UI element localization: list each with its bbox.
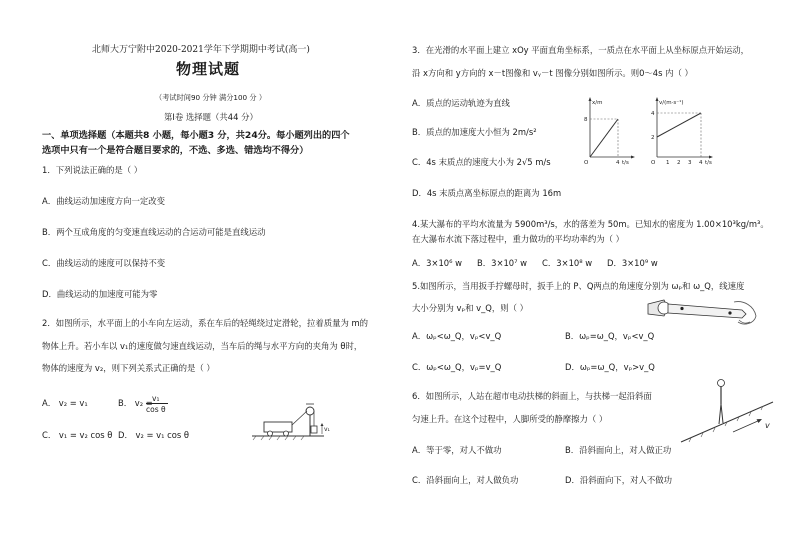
q3-option-a: A．质点的运动轨迹为直线 xyxy=(412,98,510,108)
school-header: 北师大万宁附中2020-2021学年下学期期中考试(高一) xyxy=(92,45,310,55)
v-t-xtick-3: 3 xyxy=(688,160,692,166)
q1-option-b: B．两个互成角度的匀变速直线运动的合运动可能是直线运动 xyxy=(42,227,266,237)
q1-stem: 1．下列说法正确的是（ ） xyxy=(42,165,143,175)
page-title: 物理试题 xyxy=(176,60,241,78)
point-q-marker xyxy=(728,311,731,314)
hanging-mass xyxy=(311,426,317,433)
person-leg-left xyxy=(719,404,721,424)
q4-option-b: B．3×10⁷ w xyxy=(477,258,527,268)
q6-option-c: C．沿斜面向上，对人做负功 xyxy=(412,475,519,485)
v-t-line xyxy=(657,113,701,137)
q2-option-b-numerator: v₁ xyxy=(152,394,160,403)
q5-option-c: C．ωₚ<ω_Q，vₚ=v_Q xyxy=(412,362,502,372)
pulley-wheel xyxy=(306,407,314,415)
wrench-handle xyxy=(668,304,746,318)
q5-option-a: A．ωₚ<ω_Q，vₚ<v_Q xyxy=(412,331,502,341)
q2-option-b-prefix: B． v₂ = xyxy=(118,398,153,408)
q2-line2: 物体上升。若小车以 v₁的速度做匀速直线运动，当车后的绳与水平方向的夹角为 θ时， xyxy=(42,341,363,351)
q1-option-c: C．曲线运动的速度可以保持不变 xyxy=(42,258,166,268)
cart-pulley-figure xyxy=(250,398,340,446)
q5-option-b: B．ωₚ=ω_Q，vₚ<v_Q xyxy=(565,331,655,341)
q4-option-a: A．3×10⁶ w xyxy=(412,258,462,268)
q3-line1: 3．在光滑的水平面上建立 xOy 平面直角坐标系，一质点在水平面上从坐标原点开始运动， xyxy=(412,45,750,55)
q1-option-d: D．曲线运动的加速度可能为零 xyxy=(42,289,158,299)
v-t-xlabel: t/s xyxy=(705,160,712,166)
cart-wheel-left xyxy=(268,431,273,436)
v-t-ylabel: v/(m·s⁻¹) xyxy=(659,100,684,106)
x-t-xlabel: t/s xyxy=(622,160,629,166)
motion-label: v xyxy=(765,421,770,430)
person-head xyxy=(718,380,725,387)
q4-option-d: D．3×10⁹ w xyxy=(607,258,658,268)
q5-line2: 大小分别为 vₚ和 v_Q，则（ ） xyxy=(412,303,529,313)
q2-option-b-denominator: cos θ xyxy=(146,405,166,414)
q3-option-b: B．质点的加速度大小恒为 2m/s² xyxy=(412,127,537,137)
q3-line2: 沿 x方向和 y方向的 x－t图像和 vᵧ－t 图像分别如图所示。则0～4s 内（ ） xyxy=(412,68,693,78)
q6-option-b: B．沿斜面向上，对人做正功 xyxy=(565,445,672,455)
wrench-figure xyxy=(642,290,760,332)
q6-line1: 6．如图所示，人站在超市电动扶梯的斜面上，与扶梯一起沿斜面 xyxy=(412,391,652,401)
q6-option-d: D．沿斜面向下，对人不做功 xyxy=(565,475,672,485)
q4-line1: 4.某大瀑布的平均水流量为 5900m³/s，水的落差为 50m。已知水的密度为 1.00×10³kg/m³。 xyxy=(412,219,769,229)
q2-option-c: C． v₁ = v₂ cos θ xyxy=(42,430,113,440)
person-leg-right xyxy=(721,404,723,423)
v-t-xtick-4: 4 xyxy=(699,160,703,166)
part1-heading: 第Ⅰ卷 选择题（共44 分） xyxy=(164,112,258,122)
q4-line2: 在大瀑布水流下落过程中，重力做功的平均功率约为（ ） xyxy=(412,234,625,244)
section1-line1: 一、单项选择题（本题共8 小题，每小题3 分，共24分。每小题列出的四个 xyxy=(42,130,350,141)
section1-line2: 选项中只有一个是符合题目要求的，不选、多选、错选均不得分） xyxy=(42,145,309,156)
v-t-xtick-2: 2 xyxy=(677,160,681,166)
x-t-line xyxy=(590,119,618,157)
q2-line1: 2．如图所示，水平面上的小车向左运动，系在车后的轻绳绕过定滑轮，拉着质量为 m的 xyxy=(42,318,369,328)
escalator-figure xyxy=(677,374,777,446)
right-column xyxy=(397,0,794,544)
x-t-xtick: 4 xyxy=(616,160,620,166)
v-t-ytick-2: 2 xyxy=(651,135,655,141)
v-t-graph xyxy=(645,95,719,167)
q5-line1: 5.如图所示，当用扳手拧螺母时，扳手上的 P、Q两点的角速度分别为 ωₚ和 ω_Q，线速度 xyxy=(412,281,745,291)
q3-option-c: C．4s 末质点的速度大小为 2√5 m/s xyxy=(412,157,551,167)
ground-hatching xyxy=(253,436,304,440)
point-p-marker xyxy=(680,307,683,310)
q1-option-a: A．曲线运动加速度方向一定改变 xyxy=(42,196,165,206)
q2-line3: 物体的速度为 v₂，则下列关系式正确的是（ ） xyxy=(42,363,215,373)
q4-option-c: C．3×10⁸ w xyxy=(542,258,593,268)
x-t-graph xyxy=(575,95,637,167)
q6-option-a: A．等于零，对人不做功 xyxy=(412,445,502,455)
cart-wheel-right xyxy=(284,431,289,436)
rope-slanted xyxy=(292,411,307,425)
q3-option-d: D．4s 末质点离坐标原点的距离为 16m xyxy=(412,188,562,198)
x-t-ytick: 8 xyxy=(584,117,588,123)
motion-arrow xyxy=(733,421,759,433)
cart-body xyxy=(264,422,292,432)
x-t-origin: O xyxy=(584,160,589,166)
v-t-ytick-4: 4 xyxy=(651,111,655,117)
exam-meta: （考试时间90 分钟 满分100 分 ） xyxy=(155,93,267,102)
v-t-xtick-1: 1 xyxy=(666,160,670,166)
x-t-ylabel: x/m xyxy=(592,100,603,106)
q5-option-d: D．ωₚ=ω_Q，vₚ>v_Q xyxy=(565,362,655,372)
q6-line2: 匀速上升。在这个过程中，人脚所受的静摩擦力（ ） xyxy=(412,414,608,424)
v-t-origin: O xyxy=(651,160,656,166)
q2-option-a: A． v₂ = v₁ xyxy=(42,398,88,408)
q2-option-d: D． v₂ = v₁ cos θ xyxy=(118,430,189,440)
velocity-label: v₁ xyxy=(324,426,330,433)
